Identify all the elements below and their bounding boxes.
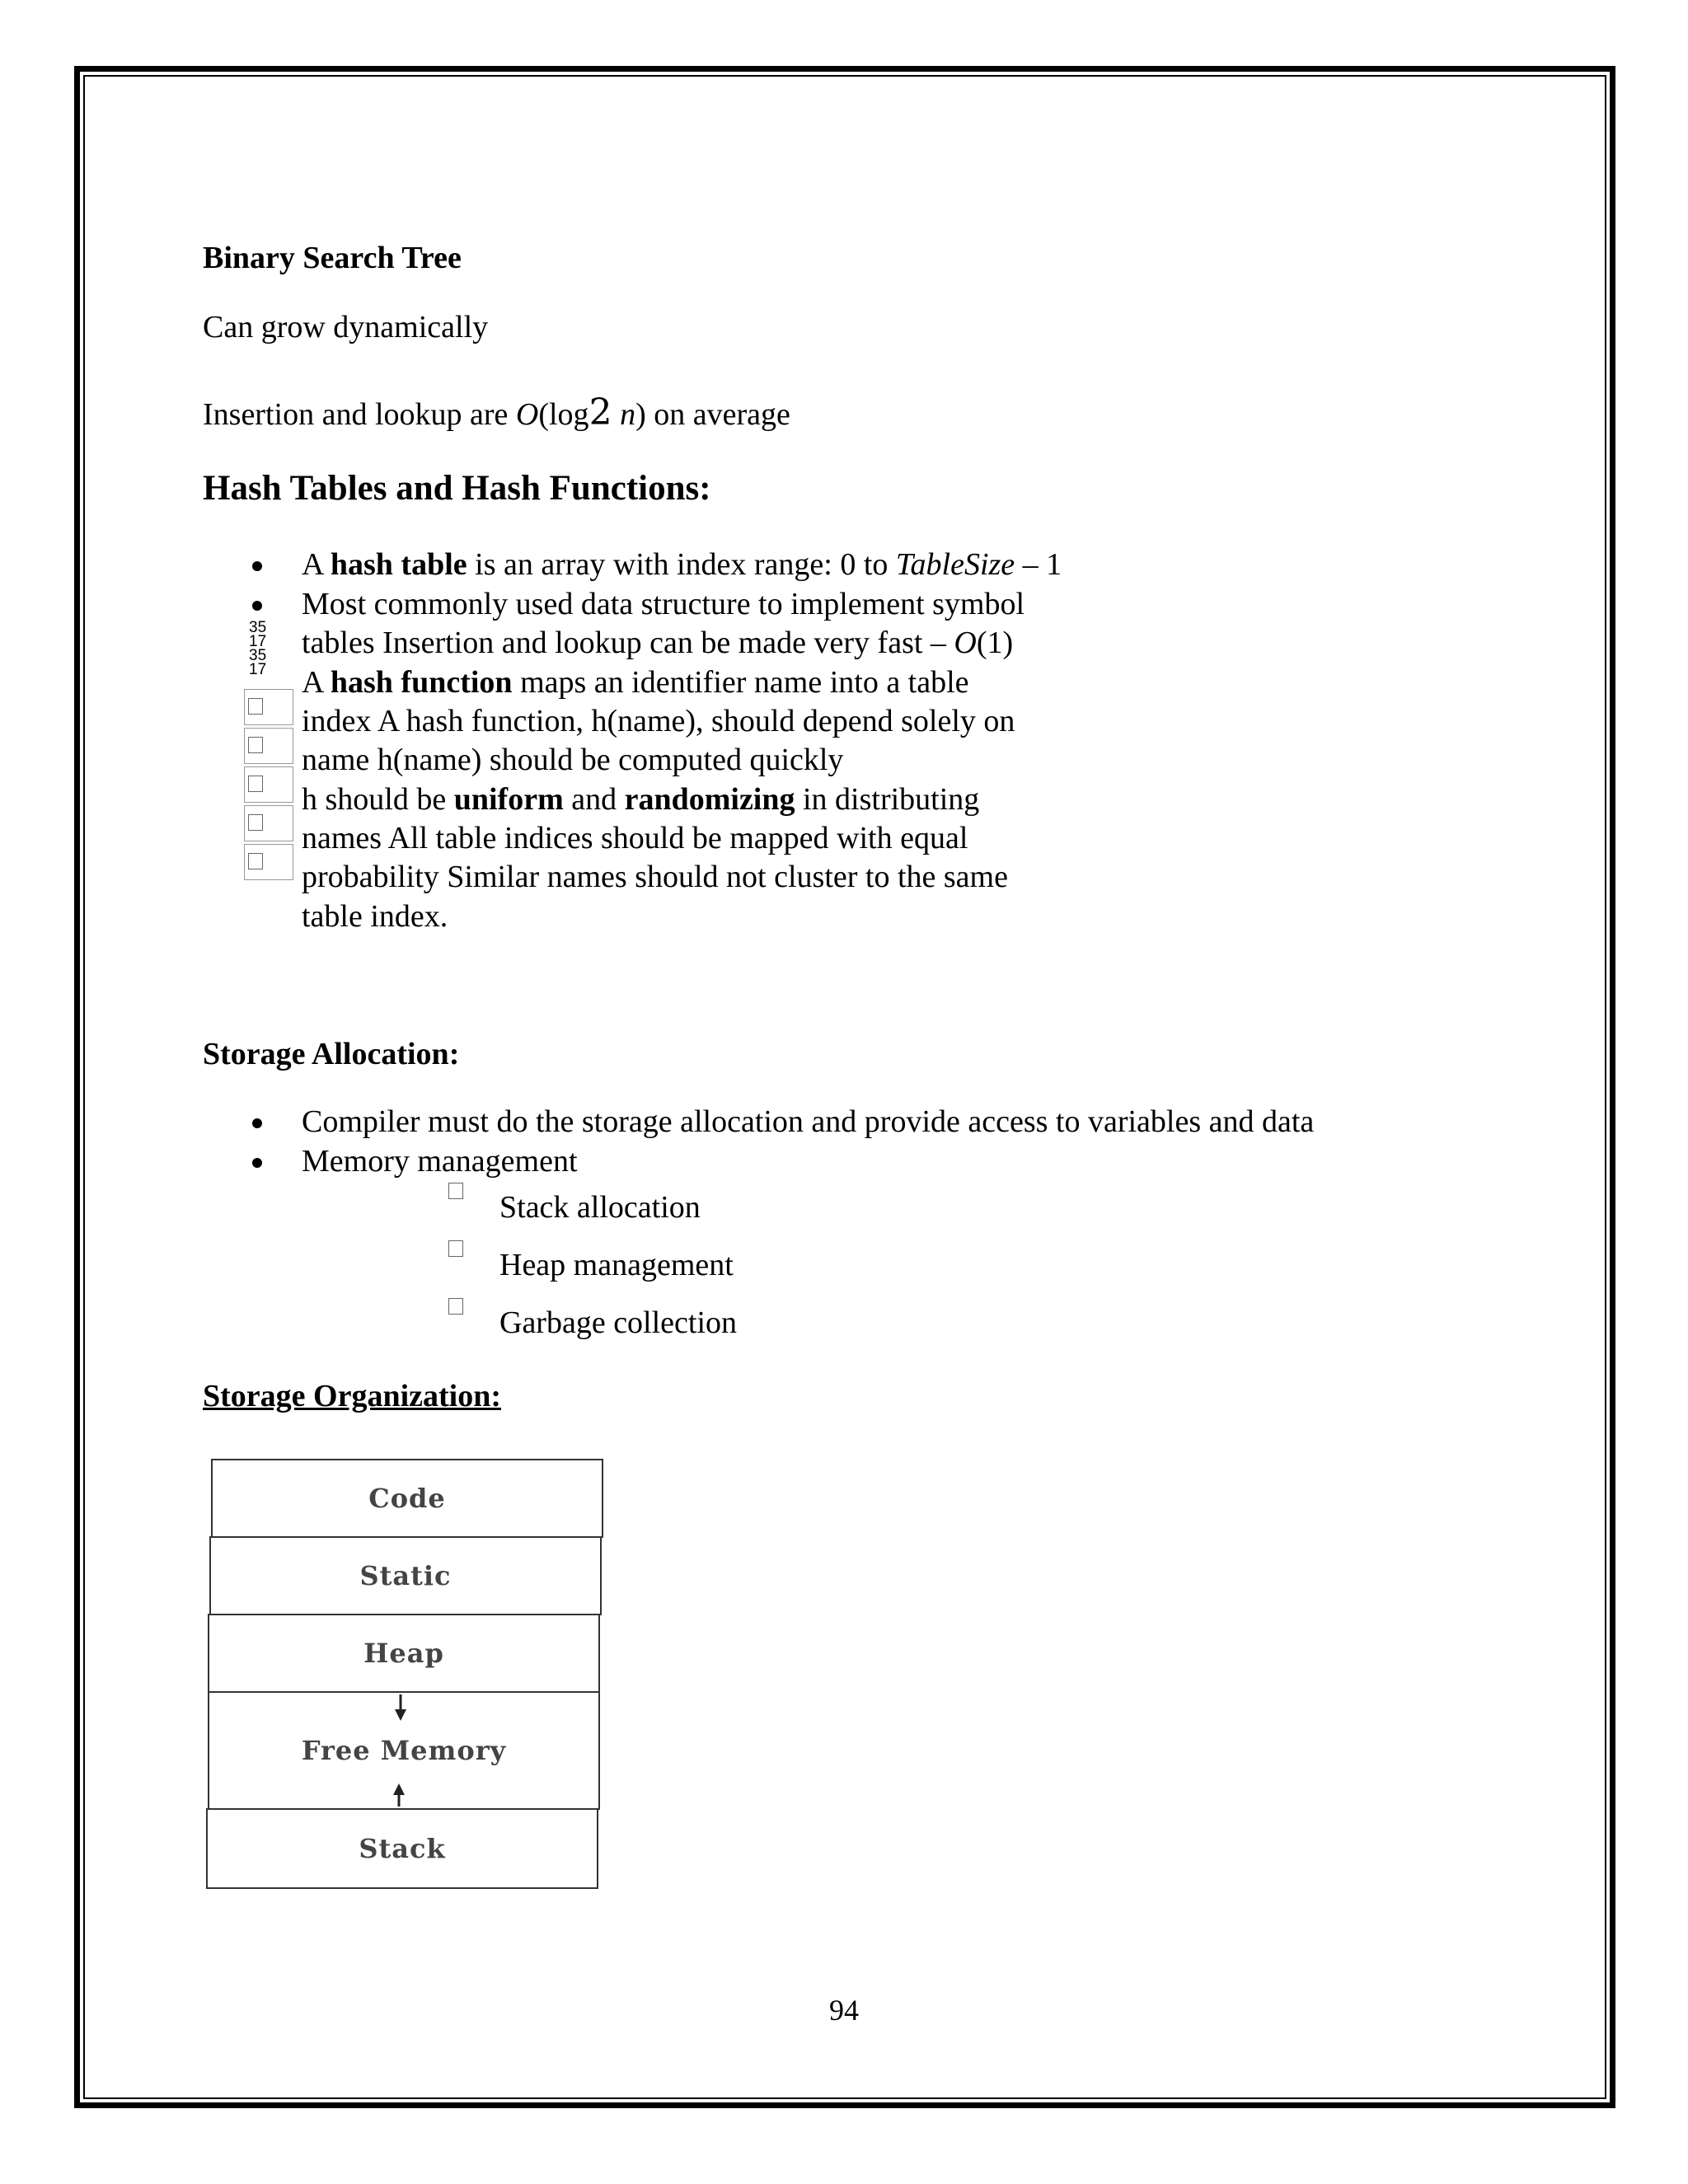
bullet-icon [252, 1118, 262, 1128]
placeholder-glyph-box [244, 805, 293, 841]
storage-organization-heading: Storage Organization: [203, 1379, 502, 1413]
bullet-icon [252, 561, 262, 571]
arrow-up-icon [393, 1783, 405, 1807]
allocation-bullet-1: Compiler must do the storage allocation and provide access to variables and data [302, 1104, 1315, 1139]
hash-line-7: h should be uniform and randomizing in distributing [302, 782, 980, 817]
placeholder-glyph-box [244, 728, 293, 764]
hash-line-3: tables Insertion and lookup can be made very fast – O(1) [302, 626, 1014, 660]
margin-number: 35 [249, 647, 267, 664]
hash-line-9: probability Similar names should not cluster to the same [302, 860, 1008, 894]
memory-block-static: Static [209, 1536, 602, 1615]
margin-number: 17 [249, 633, 267, 650]
hash-line-2: Most commonly used data structure to implement symbol [302, 587, 1025, 621]
hash-line-4: A hash function maps an identifier name into a table [302, 665, 969, 700]
missing-glyph-icon [448, 1298, 463, 1315]
hash-line-10: table index. [302, 899, 448, 934]
missing-glyph-icon [448, 1183, 463, 1199]
bst-line-2: Insertion and lookup are O(log2 n) on average [203, 391, 790, 434]
missing-glyph-icon [248, 853, 263, 869]
margin-number: 17 [249, 661, 267, 678]
sub-item-heap-management: Heap management [499, 1248, 734, 1282]
memory-block-stack: Stack [206, 1808, 598, 1889]
storage-allocation-heading: Storage Allocation: [203, 1037, 460, 1071]
hash-line-1: A hash table is an array with index range: 0 to TableSize – 1 [302, 547, 1062, 582]
memory-block-code: Code [211, 1459, 603, 1538]
missing-glyph-icon [448, 1240, 463, 1257]
memory-block-free-memory: Free Memory [208, 1691, 600, 1810]
bullet-icon [252, 1158, 262, 1168]
hash-heading: Hash Tables and Hash Functions: [203, 469, 711, 508]
sub-item-garbage-collection: Garbage collection [499, 1305, 738, 1340]
bst-line-1: Can grow dynamically [203, 310, 489, 344]
hash-line-5: index A hash function, h(name), should depend solely on [302, 704, 1015, 738]
allocation-bullet-2: Memory management [302, 1144, 578, 1179]
placeholder-glyph-box [244, 844, 293, 880]
page-number: 94 [829, 1994, 859, 2027]
bullet-icon [252, 601, 262, 611]
placeholder-glyph-box [244, 689, 293, 725]
missing-glyph-icon [248, 737, 263, 753]
arrow-down-icon [395, 1694, 406, 1721]
hash-line-8: names All table indices should be mapped with equal [302, 821, 968, 855]
missing-glyph-icon [248, 776, 263, 792]
memory-block-heap: Heap [208, 1614, 600, 1693]
missing-glyph-icon [248, 814, 263, 831]
bst-heading: Binary Search Tree [203, 241, 462, 275]
placeholder-glyph-box [244, 766, 293, 803]
memory-layout-diagram [206, 1459, 603, 1897]
hash-line-6: name h(name) should be computed quickly [302, 743, 844, 777]
sub-item-stack-allocation: Stack allocation [499, 1190, 701, 1225]
missing-glyph-icon [248, 698, 263, 715]
margin-number: 35 [249, 619, 267, 636]
arrows-layer [206, 1459, 603, 1897]
